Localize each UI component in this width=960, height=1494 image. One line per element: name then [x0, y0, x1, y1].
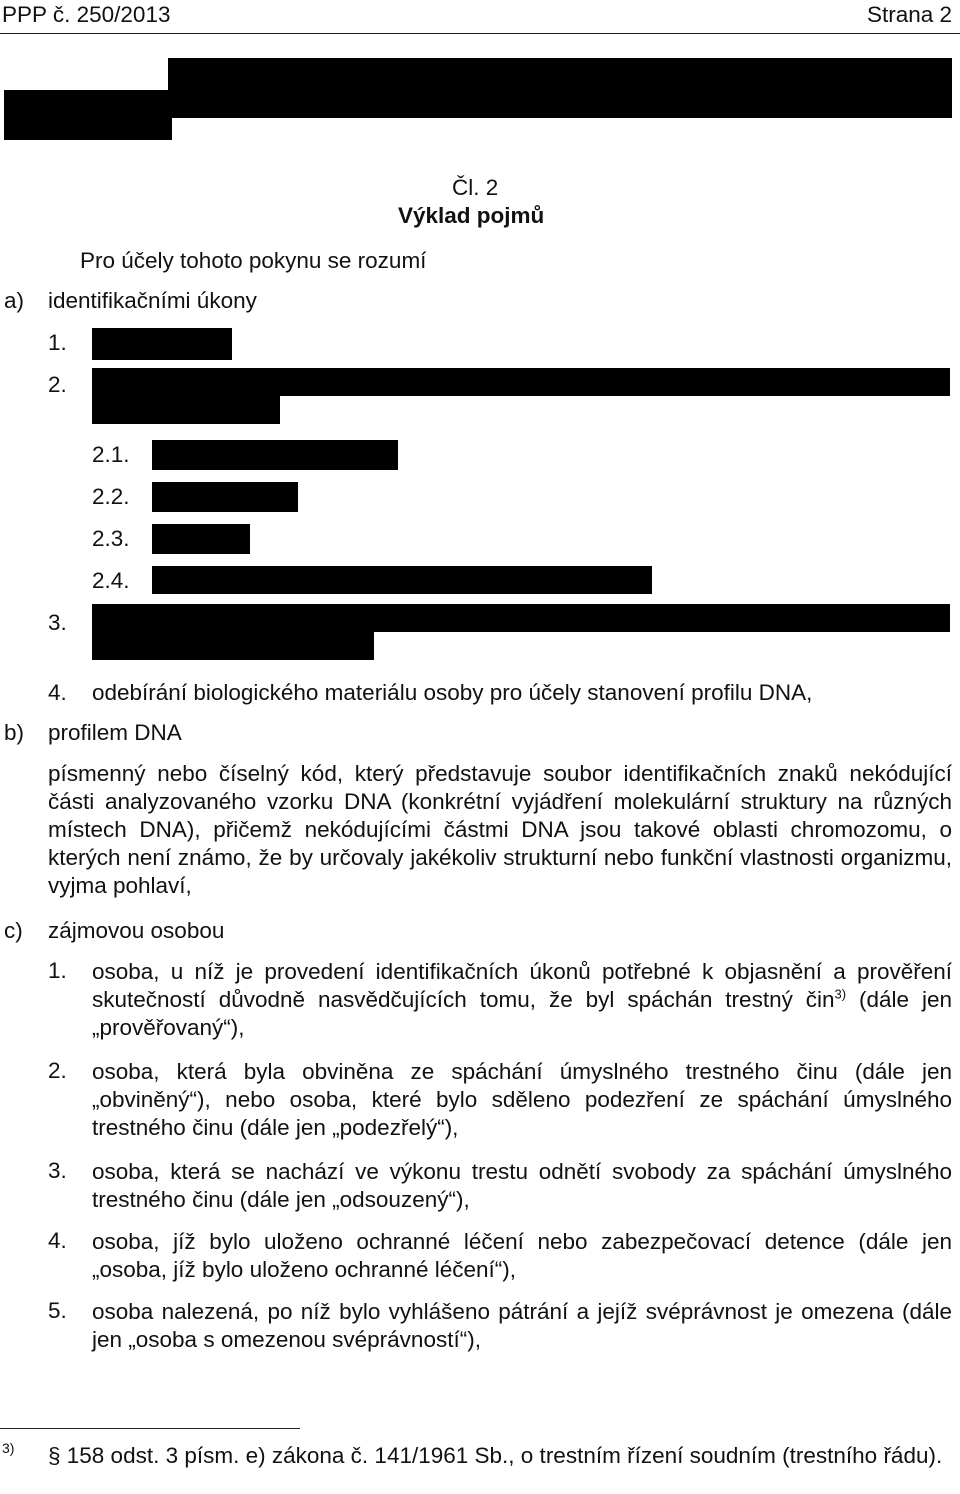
header-document-number: PPP č. 250/2013 [2, 2, 171, 27]
list-number: 5. [48, 1298, 67, 1323]
redaction-block [92, 628, 374, 660]
article-number: Čl. 2 [452, 175, 499, 200]
footnote-mark: 3) [2, 1440, 15, 1456]
list-number: 1. [48, 958, 67, 983]
list-number: 4. [48, 1228, 67, 1253]
footnote-reference: 3) [834, 986, 847, 1002]
footnote-text: § 158 odst. 3 písm. e) zákona č. 141/1961 Sb., o trestním řízení soudním (trestního řádu). [48, 1443, 943, 1468]
redaction-block [152, 440, 398, 470]
list-number: 2.3. [92, 526, 130, 551]
redaction-block [152, 524, 250, 554]
item-b-label: profilem DNA [48, 720, 182, 745]
list-number: 2.1. [92, 442, 130, 467]
redaction-block [168, 58, 952, 118]
list-number: 2.2. [92, 484, 130, 509]
list-item-text: odebírání biologického materiálu osoby pro účely stanovení profilu DNA, [92, 680, 813, 705]
item-letter-b: b) [4, 720, 25, 745]
item-letter-a: a) [4, 288, 25, 313]
article-title: Výklad pojmů [398, 203, 545, 228]
redaction-block [152, 566, 652, 594]
header-page-number: Strana 2 [866, 2, 952, 27]
redaction-block [92, 328, 232, 360]
header-divider [0, 33, 960, 34]
list-item-text: osoba, která se nachází ve výkonu trestu odnětí svobody za spáchání úmyslného trestného činu (dále jen „odsouzený“), [92, 1159, 952, 1212]
list-item-text: osoba, jíž bylo uloženo ochranné léčení nebo zabezpečovací detence (dále jen „osoba, jíž bylo uloženo ochranné léčení“), [92, 1229, 952, 1282]
definition-text: písmenný nebo číselný kód, který představuje soubor identifikačních znaků nekódující části analyzovaného vzorku DNA (konkrétní vyjádření molekulární struktury na různých místech DNA), přičemž nekódujícími částmi DNA jsou takové oblasti chromozomu, o kterých není známo, že by určovaly jakékoliv strukturní nebo funkční vlastnosti organizmu, vyjma pohlaví, [48, 761, 952, 898]
redaction-block [92, 394, 280, 424]
list-number: 3. [48, 1158, 67, 1183]
item-c-label: zájmovou osobou [48, 918, 225, 943]
intro-text: Pro účely tohoto pokynu se rozumí [80, 248, 427, 273]
redaction-block [92, 368, 950, 396]
list-number: 4. [48, 680, 67, 705]
list-number: 2. [48, 1058, 67, 1083]
list-item-text: osoba, u níž je provedení identifikačních úkonů potřebné k objasnění a prověření skutečností důvodně nasvědčujících tomu, že byl spáchán trestný čin$^{3)}$ (dále jen „prověřovaný“), [92, 959, 953, 1040]
item-a-label: identifikačními úkony [48, 288, 257, 313]
list-number: 3. [48, 610, 67, 635]
list-number: 2.4. [92, 568, 130, 593]
redaction-block [4, 90, 172, 140]
redaction-block [152, 482, 298, 512]
list-item-text: osoba, která byla obviněna ze spáchání úmyslného trestného činu (dále jen „obviněný“), nebo osoba, které bylo sděleno podezření ze spáchání úmyslného trestného činu (dále jen „podezřelý“), [92, 1059, 952, 1140]
footnote-divider [0, 1428, 300, 1429]
list-item-text: osoba nalezená, po níž bylo vyhlášeno pátrání a jejíž svéprávnost je omezena (dále jen „osoba s omezenou svéprávností“), [92, 1299, 952, 1352]
list-number: 2. [48, 372, 67, 397]
item-letter-c: c) [4, 918, 23, 943]
list-number: 1. [48, 330, 67, 355]
